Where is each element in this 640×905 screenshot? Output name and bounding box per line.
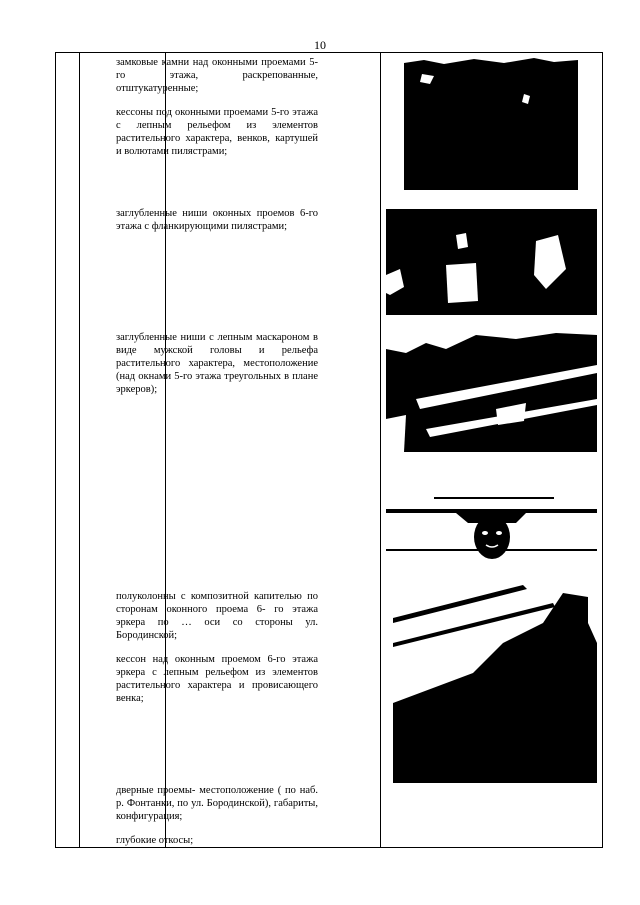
description-cell: [116, 590, 318, 716]
item-door-openings: дверные проемы- местоположение ( по наб. р. Фонтанки, по ул. Бородинской), габариты, конфигурация;: [116, 785, 318, 822]
item-deep-reveals: глубокие откосы;: [116, 835, 194, 846]
description-cell: [116, 56, 318, 169]
item-keystones: замковые камни над оконными проемами 5-го этажа, раскрепованные, отштукатуренные;: [116, 57, 318, 94]
description-cell: [116, 207, 318, 244]
mascaron-photo: [386, 497, 597, 570]
item-niches-6th-floor: заглубленные ниши оконных проемов 6-го этажа с фланкирующими пилястрами;: [116, 208, 318, 232]
item-caisson-oriel: кессон над оконным проемом 6-го этажа эркера с лепным рельефом из элементов растительного характера и провисающего венка;: [116, 654, 318, 704]
column-divider: [380, 53, 381, 847]
facade-photo-1: [404, 54, 578, 190]
item-caissons-5th-floor: кессоны под оконными проемами 5-го этажа с лепным рельефом из элементов растительного характера, венков, картушей и волютами пилястрами;: [116, 107, 318, 157]
item-mascaron-niches: заглубленные ниши с лепным маскароном в виде мужской головы и рельефа растительного характера, местоположение (над окнами 5-го этажа треугольных в плане эркеров);: [116, 332, 318, 395]
facade-photo-4: [393, 583, 597, 783]
description-cell: [116, 784, 318, 858]
facade-photo-3: [386, 329, 597, 452]
description-cell: [116, 331, 318, 407]
facade-photo-2: [386, 205, 597, 315]
column-divider: [165, 53, 166, 847]
item-half-columns: полуколонны с композитной капителью по сторонам оконного проема 6- го этажа эркера по … оси со стороны ул. Бородинской;: [116, 591, 318, 641]
column-divider: [79, 53, 80, 847]
page-number: 10: [314, 38, 326, 52]
